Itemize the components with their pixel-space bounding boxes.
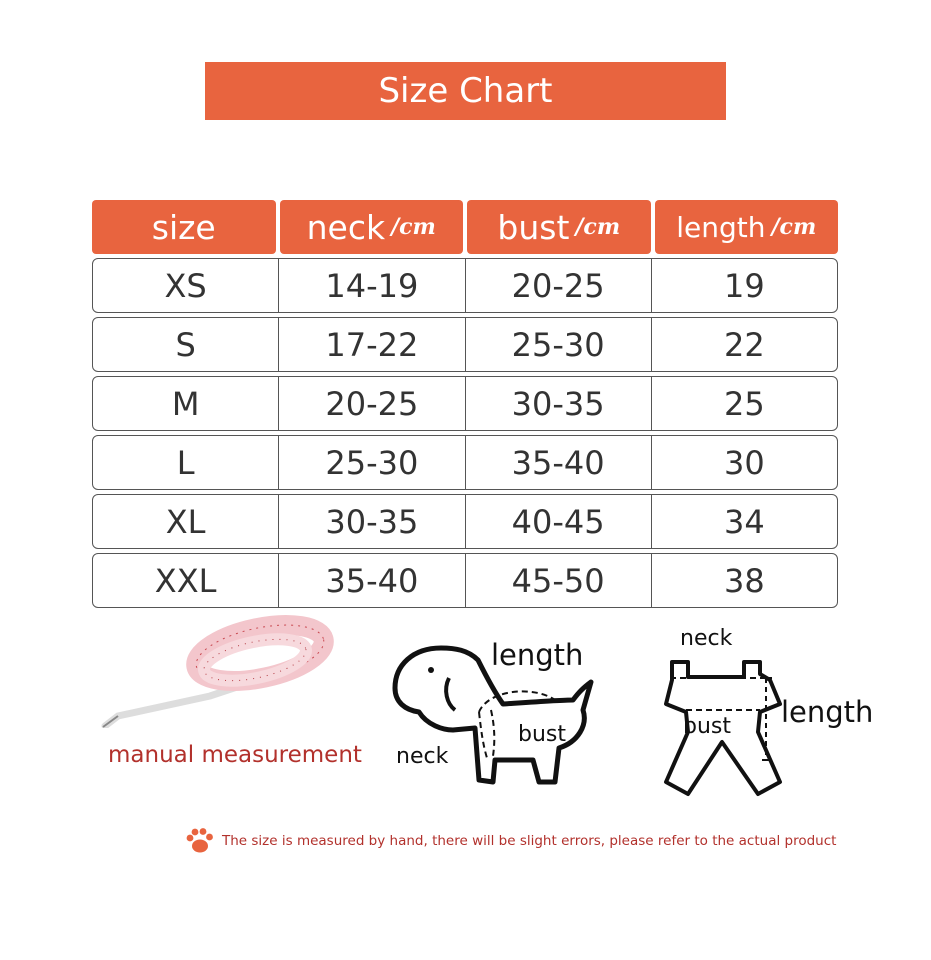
bust-cell: 30-35: [466, 377, 652, 430]
bust-cell: 25-30: [466, 318, 652, 371]
bust-cell: 45-50: [466, 554, 652, 607]
size-cell: M: [93, 377, 279, 430]
length-cell: 19: [724, 266, 765, 305]
page-title: Size Chart: [378, 71, 553, 111]
footer-note: [184, 826, 836, 856]
header-length: length /cm: [655, 200, 839, 254]
neck-cell: 20-25: [279, 377, 465, 430]
length-cell: 30: [724, 443, 765, 482]
neck-cell: 35-40: [279, 554, 465, 607]
paw-icon: [184, 826, 214, 856]
size-cell: L: [93, 436, 279, 489]
header-neck: neck /cm: [280, 200, 464, 254]
size-cell: XS: [93, 259, 279, 312]
table-row: [92, 317, 838, 372]
header-unit: /cm: [771, 214, 817, 240]
neck-cell: 30-35: [279, 495, 465, 548]
side-length-label: length: [491, 638, 584, 672]
neck-cell: 25-30: [279, 436, 465, 489]
bust-cell: 40-45: [466, 495, 652, 548]
header-unit: /cm: [575, 214, 621, 240]
header-bust: bust /cm: [467, 200, 651, 254]
side-neck-label: neck: [396, 744, 449, 769]
size-table: [92, 200, 838, 608]
front-length-label: length: [781, 695, 874, 729]
table-header-row: [92, 200, 838, 254]
length-cell: 22: [724, 325, 765, 364]
title-banner: [205, 62, 726, 120]
header-unit: /cm: [391, 214, 436, 240]
measuring-tape-icon: [100, 608, 340, 728]
neck-cell: 14-19: [279, 259, 465, 312]
neck-cell: 17-22: [279, 318, 465, 371]
length-cell: 25: [724, 384, 765, 423]
bust-cell: 35-40: [466, 436, 652, 489]
header-size: size: [92, 200, 276, 254]
table-row: [92, 435, 838, 490]
table-row: [92, 258, 838, 313]
table-row: [92, 553, 838, 608]
size-cell: XL: [93, 495, 279, 548]
side-bust-label: bust: [518, 722, 566, 747]
length-cell: 38: [724, 561, 765, 600]
front-neck-label: neck: [680, 626, 733, 651]
size-cell: S: [93, 318, 279, 371]
table-row: [92, 376, 838, 431]
length-cell: 34: [724, 502, 765, 541]
bust-cell: 20-25: [466, 259, 652, 312]
table-row: [92, 494, 838, 549]
footer-note-text: The size is measured by hand, there will be slight errors, please refer to the actual product: [222, 833, 837, 849]
size-cell: XXL: [93, 554, 279, 607]
front-bust-label: bust: [683, 714, 731, 739]
manual-measurement-label: manual measurement: [108, 742, 362, 768]
